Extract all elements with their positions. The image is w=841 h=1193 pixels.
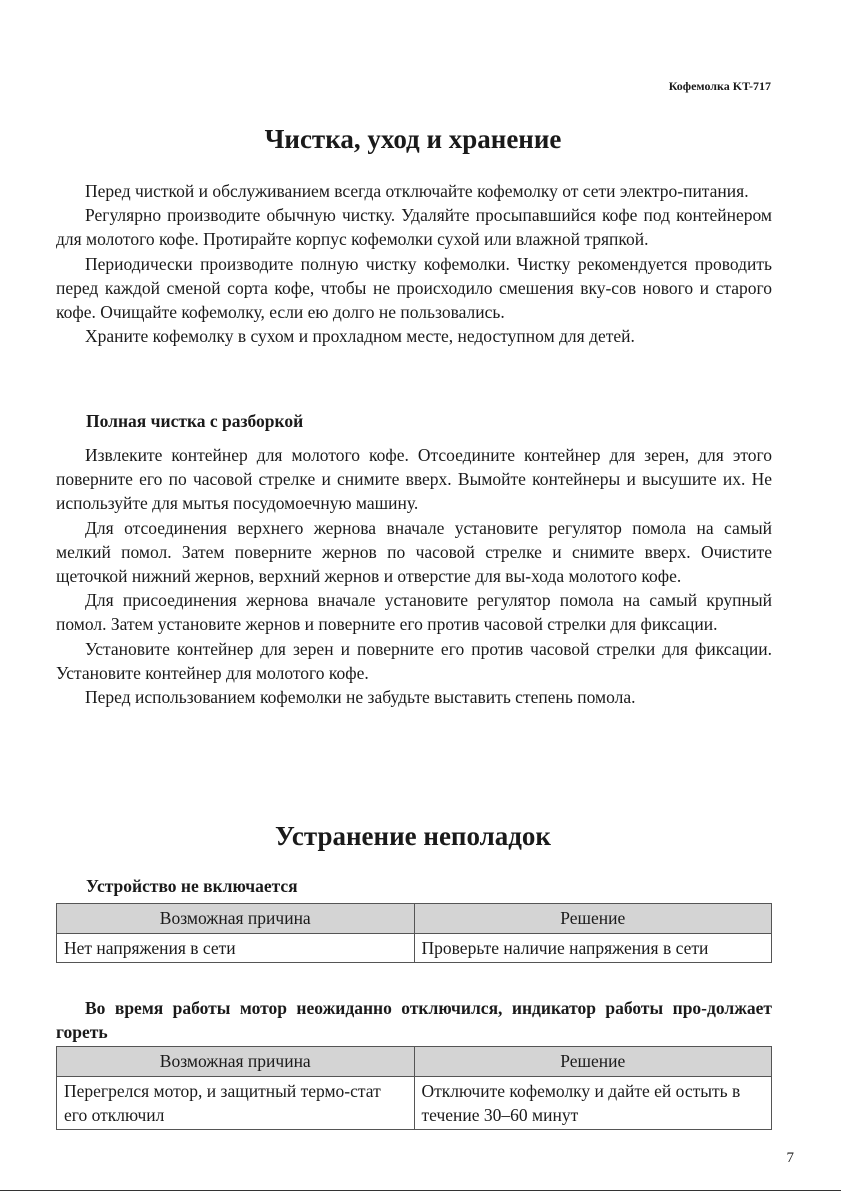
paragraph: Перед чисткой и обслуживанием всегда отключайте кофемолку от сети электро-питания.: [85, 181, 749, 201]
paragraph: Периодически производите полную чистку кофемолки. Чистку рекомендуется проводить перед каждой сменой сорта кофе, чтобы не происходило смешения вку-сов нового и старого кофе. Очищайте кофемолку, если ею долго не пользовались.: [56, 253, 772, 323]
issue-title: Во время работы мотор неожиданно отключился, индикатор работы про-должает гореть: [56, 998, 772, 1043]
troubleshooting-table: [56, 903, 772, 963]
section-title-troubleshooting: Устранение неполадок: [275, 821, 551, 851]
table-header-row: [57, 1047, 772, 1077]
section-title-cleaning: Чистка, уход и хранение: [264, 124, 562, 154]
cause-cell: Перегрелся мотор, и защитный термо-стат его отключил: [57, 1077, 415, 1130]
table-row: [57, 934, 772, 963]
paragraph: Перед использованием кофемолки не забудьте выставить степень помола.: [85, 687, 636, 708]
solution-cell: Проверьте наличие напряжения в сети: [414, 934, 772, 963]
cleaning-intro: [56, 179, 772, 348]
page-bottom-rule: [0, 1190, 841, 1191]
paragraph: Для присоединения жернова вначале установите регулятор помола на самый крупный помол. Затем установите жернов и поверните его против часовой стрелки для фиксации.: [56, 590, 772, 635]
page-number: 7: [786, 1150, 794, 1166]
subsection-title-full-cleaning: Полная чистка с разборкой: [86, 411, 304, 431]
paragraph: Храните кофемолку в сухом и прохладном месте, недоступном для детей.: [85, 326, 635, 347]
paragraph: Регулярно производите обычную чистку. Удаляйте просыпавшийся кофе под контейнером для молотого кофе. Протирайте корпус кофемолки сухой или влажной тряпкой.: [56, 205, 772, 250]
cause-cell: Нет напряжения в сети: [57, 934, 415, 963]
column-header-solution: Решение: [414, 1047, 772, 1077]
table-header-row: [57, 904, 772, 934]
table-row: [57, 1077, 772, 1130]
troubleshooting-table: [56, 1046, 772, 1130]
paragraph: Для отсоединения верхнего жернова вначале установите регулятор помола на самый мелкий помол. Затем поверните жернов по часовой стрелке и снимите вверх. Очистите щеточкой нижний жернов, верхний жернов и отверстие для вы-хода молотого кофе.: [56, 517, 772, 587]
column-header-cause: Возможная причина: [57, 1047, 415, 1077]
paragraph: Извлеките контейнер для молотого кофе. Отсоедините контейнер для зерен, для этого поверните его по часовой стрелке и снимите вверх. Вымойте контейнеры и высушите их. Не используйте для мытья посудомоечную машину.: [56, 445, 772, 514]
running-header: Кофемолка KT-717: [668, 79, 771, 93]
paragraph: Установите контейнер для зерен и поверните его против часовой стрелки для фиксации. Установите контейнер для молотого кофе.: [56, 638, 772, 683]
column-header-cause: Возможная причина: [57, 904, 415, 934]
column-header-solution: Решение: [414, 904, 772, 934]
full-cleaning-text: [56, 443, 772, 709]
solution-cell: Отключите кофемолку и дайте ей остыть в течение 30–60 минут: [414, 1077, 772, 1130]
issue-title: Устройство не включается: [86, 876, 298, 896]
